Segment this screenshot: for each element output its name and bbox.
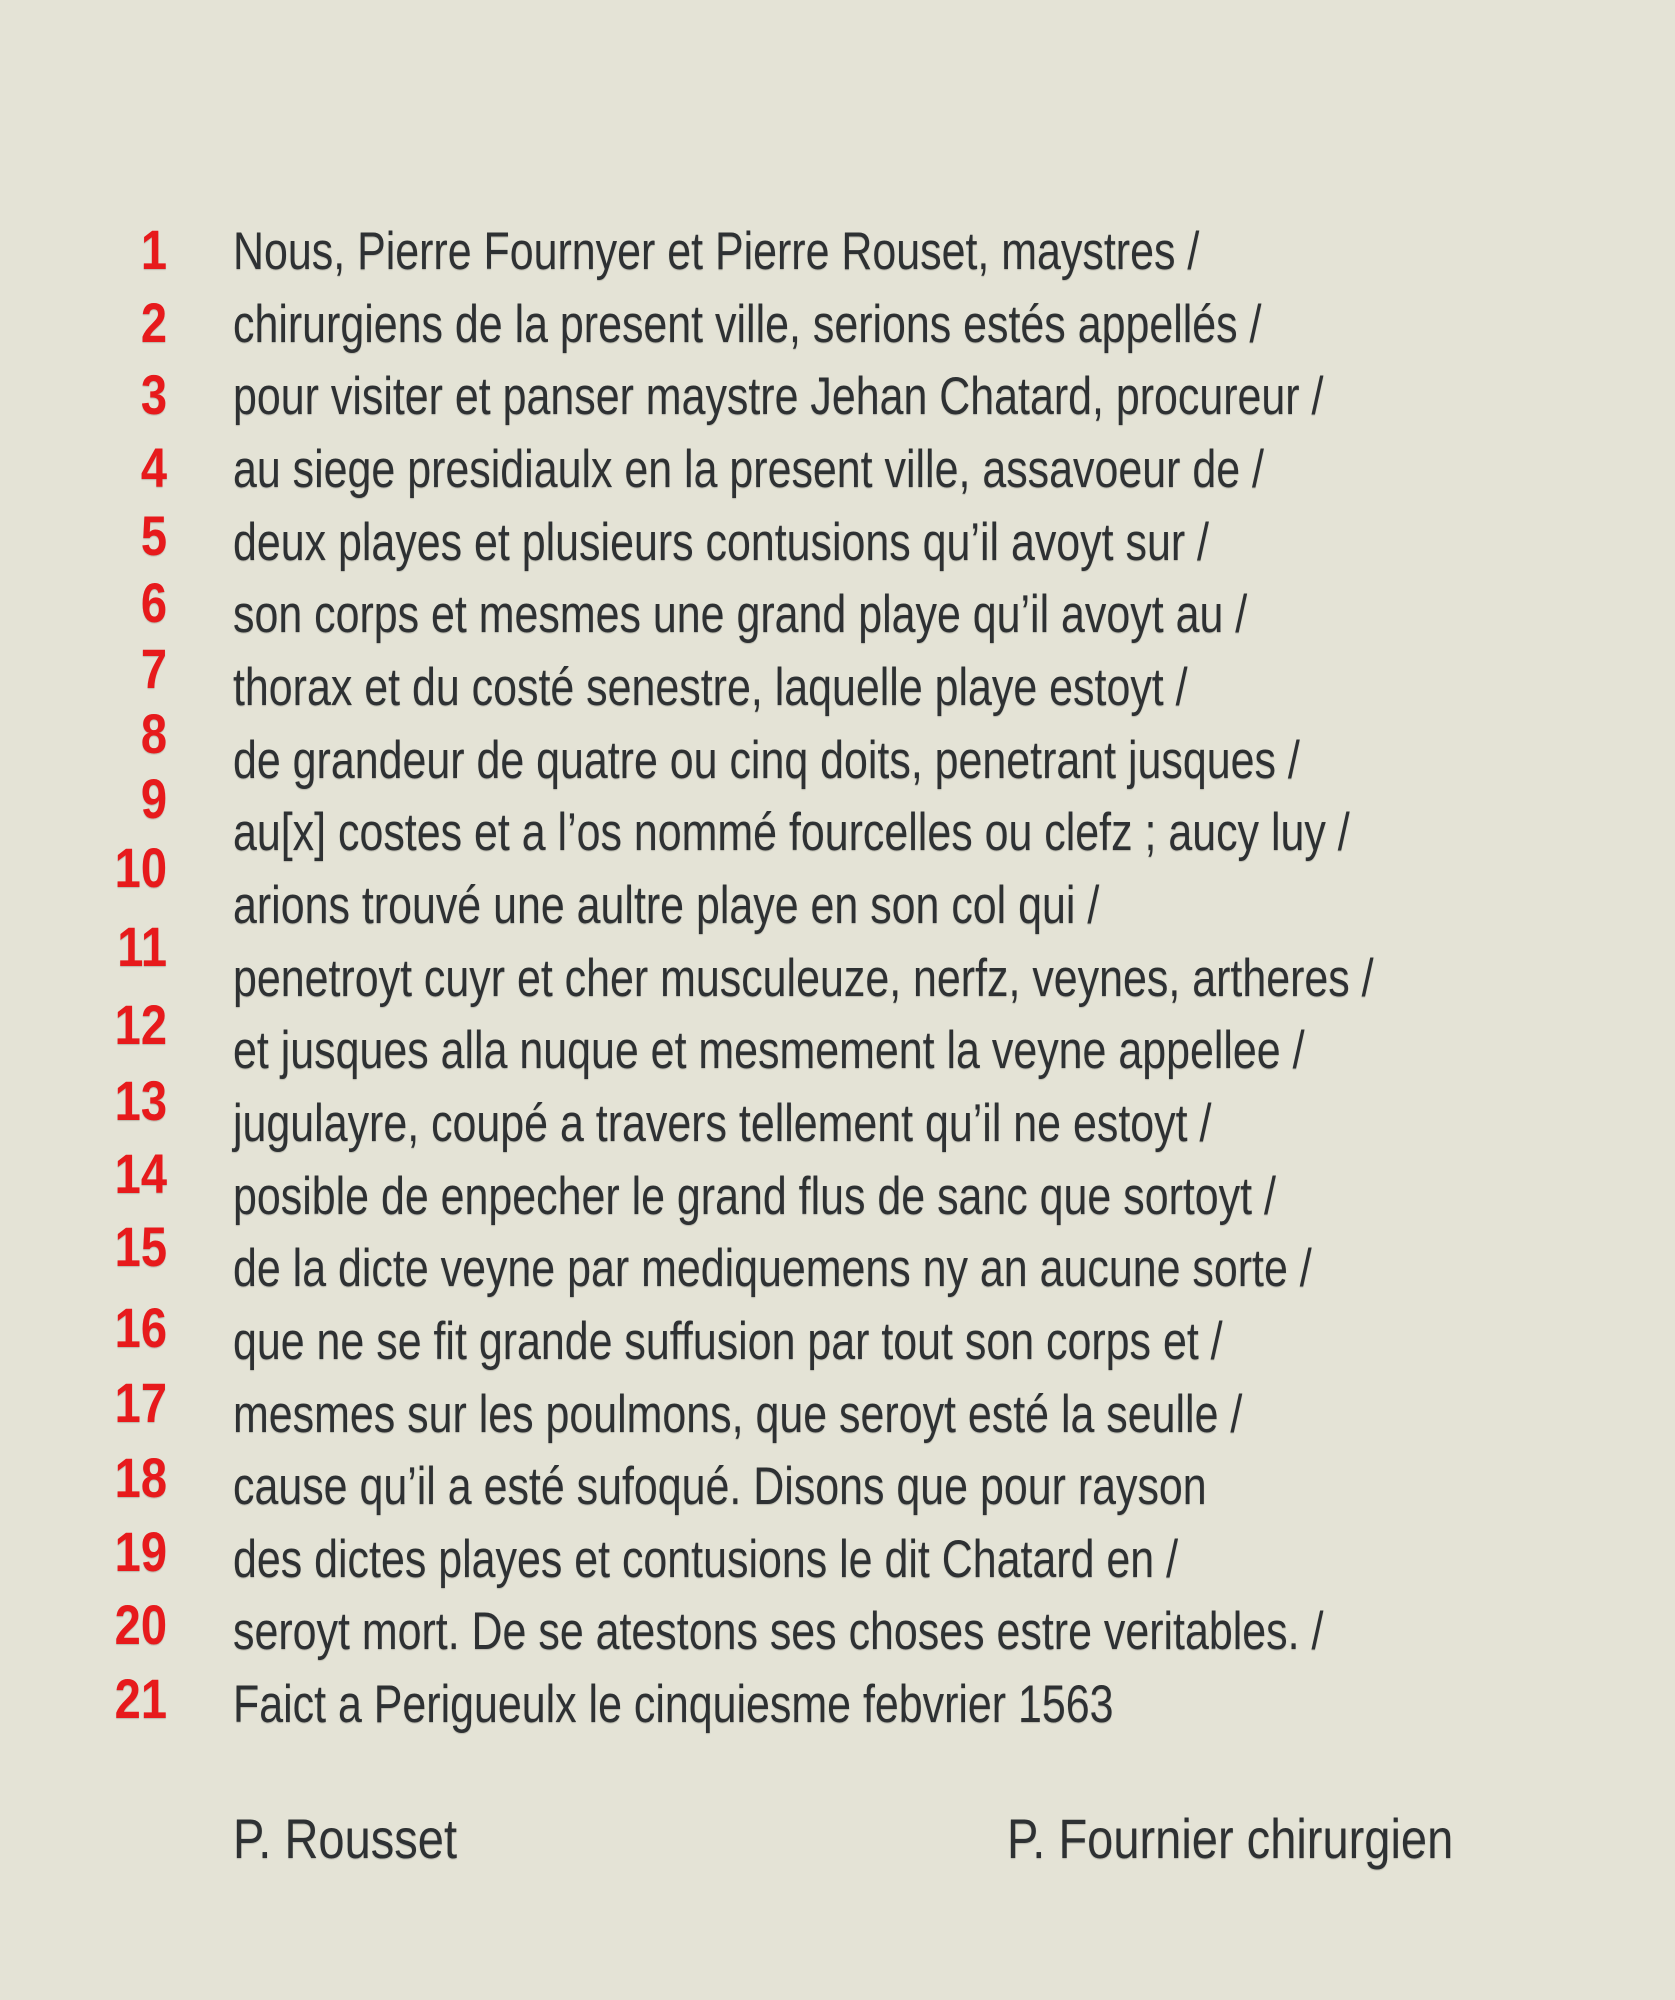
transcription-line [0, 914, 1675, 1015]
line-text: au[x] costes et a l’os nommé fourcelles ou clefz ; aucy luy / [233, 803, 1350, 863]
transcription-line [0, 1595, 1675, 1668]
transcription-line [0, 1370, 1675, 1451]
line-text: de grandeur de quatre ou cinq doits, penetrant jusques / [233, 730, 1300, 790]
transcription-line [0, 503, 1675, 579]
line-number: 13 [114, 1068, 167, 1132]
line-text: seroyt mort. De se atestons ses choses estre veritables. / [233, 1602, 1324, 1662]
line-number: 11 [117, 914, 167, 978]
line-number: 4 [140, 435, 167, 499]
transcription-line [0, 835, 1675, 942]
transcription-line [0, 1068, 1675, 1160]
line-text: des dictes playes et contusions le dit Chatard en / [233, 1529, 1179, 1589]
line-number: 14 [114, 1141, 167, 1205]
line-text: de la dicte veyne par mediquemens ny an aucune sorte / [233, 1239, 1312, 1299]
transcription-line [0, 1141, 1675, 1233]
line-number: 1 [140, 218, 167, 281]
transcription-line [0, 288, 1675, 361]
transcription-line [0, 1519, 1675, 1596]
line-number: 10 [114, 835, 167, 899]
transcription-line [0, 1295, 1675, 1378]
line-text: arions trouvé une aultre playe en son col qui / [233, 875, 1100, 935]
line-text: Nous, Pierre Fournyer et Pierre Rouset, maystres / [233, 222, 1200, 281]
line-text: thorax et du costé senestre, laquelle playe estoyt / [233, 657, 1188, 717]
line-number: 8 [140, 701, 167, 765]
line-number: 3 [140, 363, 167, 427]
line-number: 9 [140, 767, 167, 831]
line-text: posible de enpecher le grand flus de sanc que sortoyt / [233, 1166, 1276, 1226]
line-number: 20 [114, 1593, 167, 1657]
transcription-line [0, 1668, 1675, 1741]
line-number: 2 [140, 290, 167, 354]
transcription-line [0, 360, 1675, 433]
line-number: 19 [114, 1519, 167, 1583]
line-number: 6 [140, 571, 167, 635]
line-text: son corps et mesmes une grand playe qu’il avoyt au / [233, 585, 1248, 645]
transcription-line [0, 571, 1675, 651]
transcription-line [0, 701, 1675, 797]
line-text: et jusques alla nuque et mesmement la veyne appellee / [233, 1021, 1305, 1081]
line-text: Faict a Perigueulx le cinquiesme febvrier 1563 [233, 1675, 1114, 1735]
line-text: au siege presidiaulx en la present ville, assavoeur de / [233, 439, 1264, 499]
line-text: que ne se fit grande suffusion par tout son corps et / [233, 1311, 1223, 1371]
line-number: 15 [114, 1215, 167, 1279]
line-text: jugulayre, coupé a travers tellement qu’il ne estoyt / [233, 1093, 1212, 1153]
signature-left: P. Rousset [233, 1806, 458, 1870]
signature-right: P. Fournier chirurgien [1007, 1806, 1454, 1870]
line-text: mesmes sur les poulmons, que seroyt esté la seulle / [233, 1384, 1243, 1444]
line-text: penetroyt cuyr et cher musculeuze, nerfz, veynes, artheres / [233, 948, 1374, 1008]
transcription-line [0, 215, 1675, 288]
line-text: pour visiter et panser maystre Jehan Chatard, procureur / [233, 367, 1324, 427]
transcription-line [0, 767, 1675, 869]
line-number: 21 [114, 1667, 167, 1731]
line-text: chirurgiens de la present ville, serions estés appellés / [233, 294, 1262, 354]
signature-row [0, 1804, 1675, 1875]
line-text: cause qu’il a esté sufoqué. Disons que pour rayson [233, 1457, 1207, 1517]
line-number: 12 [114, 993, 167, 1057]
line-text: deux playes et plusieurs contusions qu’il avoyt sur / [233, 512, 1209, 572]
line-number: 16 [114, 1295, 167, 1359]
transcription-line [0, 433, 1675, 506]
line-number: 5 [140, 503, 167, 567]
line-number: 17 [114, 1370, 167, 1434]
transcription-line [0, 1215, 1675, 1305]
transcription-line [0, 636, 1675, 724]
line-number: 7 [140, 636, 167, 700]
line-number: 18 [114, 1446, 167, 1510]
transcription-line [0, 1446, 1675, 1523]
transcription-line [0, 993, 1675, 1087]
